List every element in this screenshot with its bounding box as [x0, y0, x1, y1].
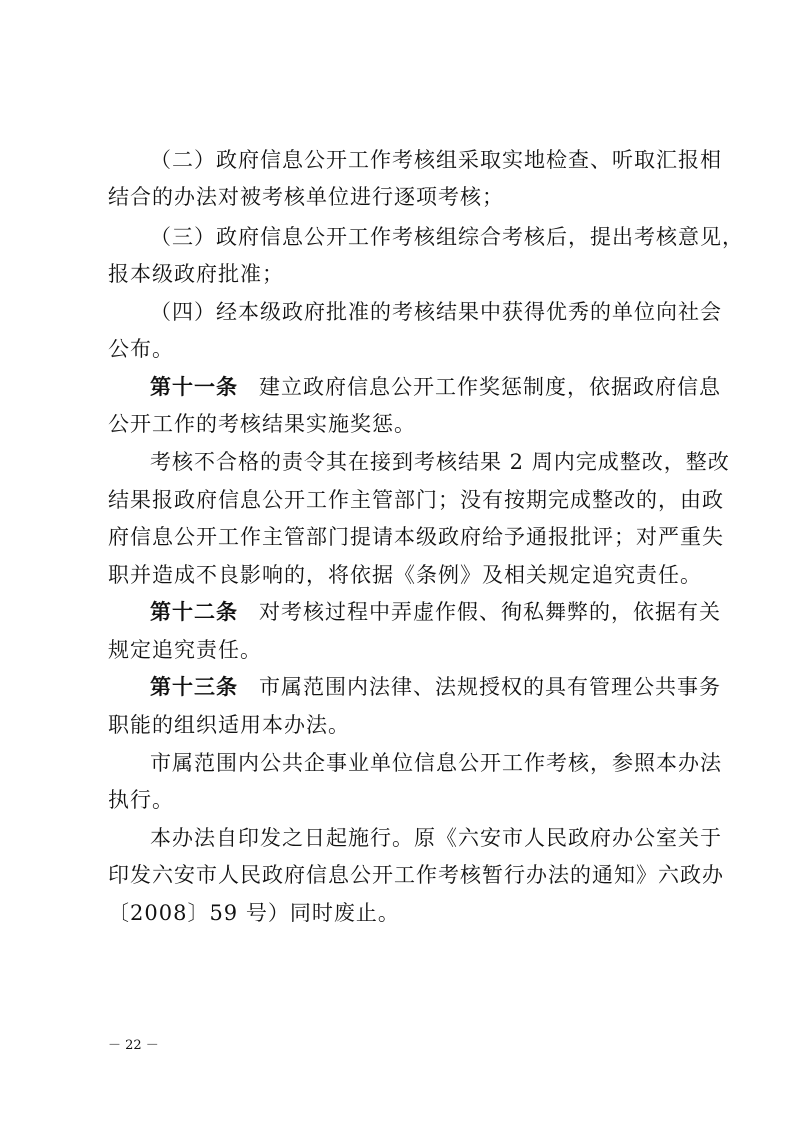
article-11-text: 建立政府信息公开工作奖惩制度，依据政府信息: [259, 375, 721, 399]
article-12-line: [108, 598, 730, 626]
paragraph-rectify-4: 职并造成不良影响的，将依据《条例》及相关规定追究责任。: [108, 563, 702, 587]
paragraph-item-3: （三）政府信息公开工作考核组综合考核后，提出考核意见，: [150, 225, 744, 249]
article-11-cont: 公开工作的考核结果实施奖惩。: [108, 412, 416, 436]
article-12-cont: 规定追究责任。: [108, 638, 262, 662]
paragraph-rectify-2: 结果报政府信息公开工作主管部门；没有按期完成整改的，由政: [108, 488, 724, 512]
article-13-heading: 第十三条: [150, 675, 238, 699]
article-12-text: 对考核过程中弄虚作假、徇私舞弊的，依据有关: [259, 600, 721, 624]
paragraph-item-4-cont: 公布。: [108, 337, 174, 361]
article-13-line: [108, 673, 730, 701]
paragraph-effective-3: 〔2008〕59 号）同时废止。: [108, 901, 400, 925]
paragraph-rectify: 考核不合格的责令其在接到考核结果 2 周内完成整改，整改: [150, 450, 730, 474]
article-11-line: [108, 373, 730, 401]
paragraph-item-2-cont: 结合的办法对被考核单位进行逐项考核；: [108, 185, 504, 209]
paragraph-rectify-3: 府信息公开工作主管部门提请本级政府给予通报批评；对严重失: [108, 525, 724, 549]
article-13-cont: 职能的组织适用本办法。: [108, 713, 350, 737]
paragraph-item-4: （四）经本级政府批准的考核结果中获得优秀的单位向社会: [150, 300, 722, 324]
paragraph-public-enterprise-cont: 执行。: [108, 788, 174, 812]
article-12-heading: 第十二条: [150, 600, 238, 624]
paragraph-effective-2: 印发六安市人民政府信息公开工作考核暂行办法的通知》六政办: [108, 863, 724, 887]
page-number: － 22 －: [108, 1038, 159, 1053]
article-11-heading: 第十一条: [150, 375, 238, 399]
article-13-text: 市属范围内法律、法规授权的具有管理公共事务: [259, 675, 721, 699]
paragraph-item-2: （二）政府信息公开工作考核组采取实地检查、听取汇报相: [150, 148, 722, 172]
paragraph-item-3-cont: 报本级政府批准；: [108, 262, 284, 286]
paragraph-effective: 本办法自印发之日起施行。原《六安市人民政府办公室关于: [150, 826, 722, 850]
paragraph-public-enterprise: 市属范围内公共企事业单位信息公开工作考核，参照本办法: [150, 751, 722, 775]
